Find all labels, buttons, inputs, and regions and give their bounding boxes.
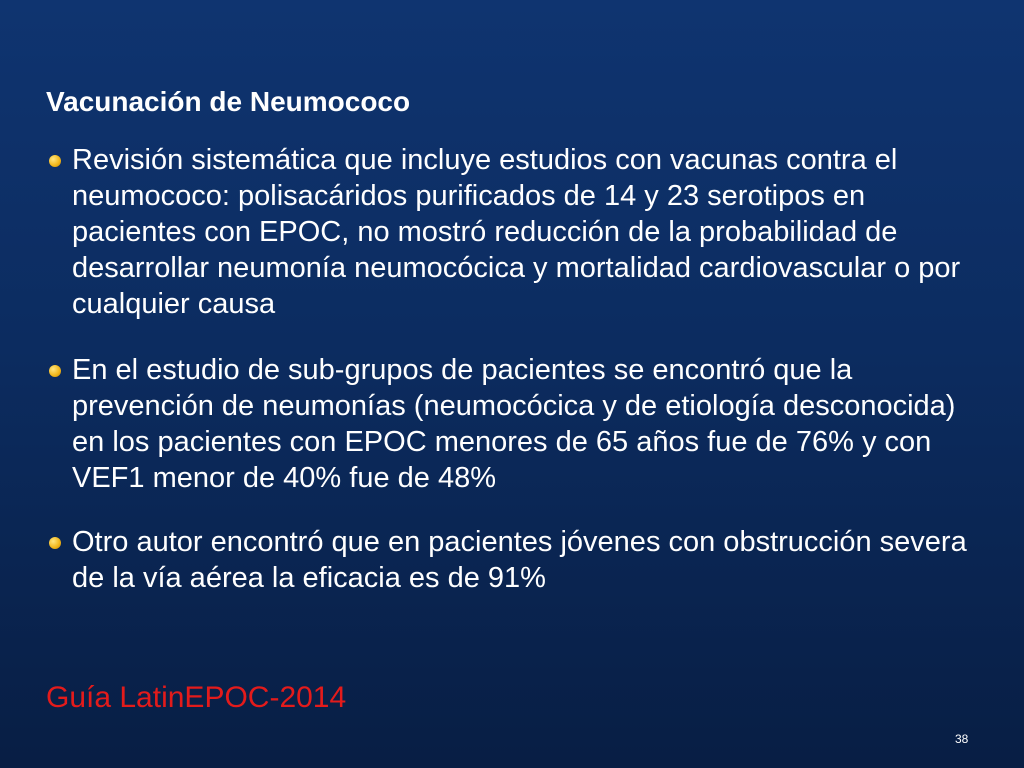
bullet-text: Otro autor encontró que en pacientes jóvenes con obstrucción severa de la vía aérea la eficacia es de 91%	[72, 526, 967, 594]
bullet-item	[46, 352, 976, 496]
bullet-dot-icon	[49, 365, 61, 377]
bullet-dot-icon	[49, 155, 61, 167]
bullet-item	[46, 524, 976, 596]
slide-title: Vacunación de Neumococo	[46, 86, 411, 117]
bullet-dot-icon	[49, 537, 61, 549]
bullet-item	[46, 142, 976, 322]
page-number: 38	[955, 732, 969, 746]
bullet-text: Revisión sistemática que incluye estudios con vacunas contra el neumococo: polisacáridos purificados de 14 y 23 serotipos en pacientes con EPOC, no mostró reducción de la probabilidad de desarrollar neumonía neumocócica y mortalidad cardiovascular o por cualquier causa	[72, 144, 961, 320]
bullet-text: En el estudio de sub-grupos de pacientes se encontró que la prevención de neumonías (neumocócica y de etiología desconocida) en los pacientes con EPOC menores de 65 años fue de 76% y con VEF1 menor de 40% fue de 48%	[72, 354, 956, 494]
source-citation: Guía LatinEPOC-2014	[46, 681, 347, 714]
